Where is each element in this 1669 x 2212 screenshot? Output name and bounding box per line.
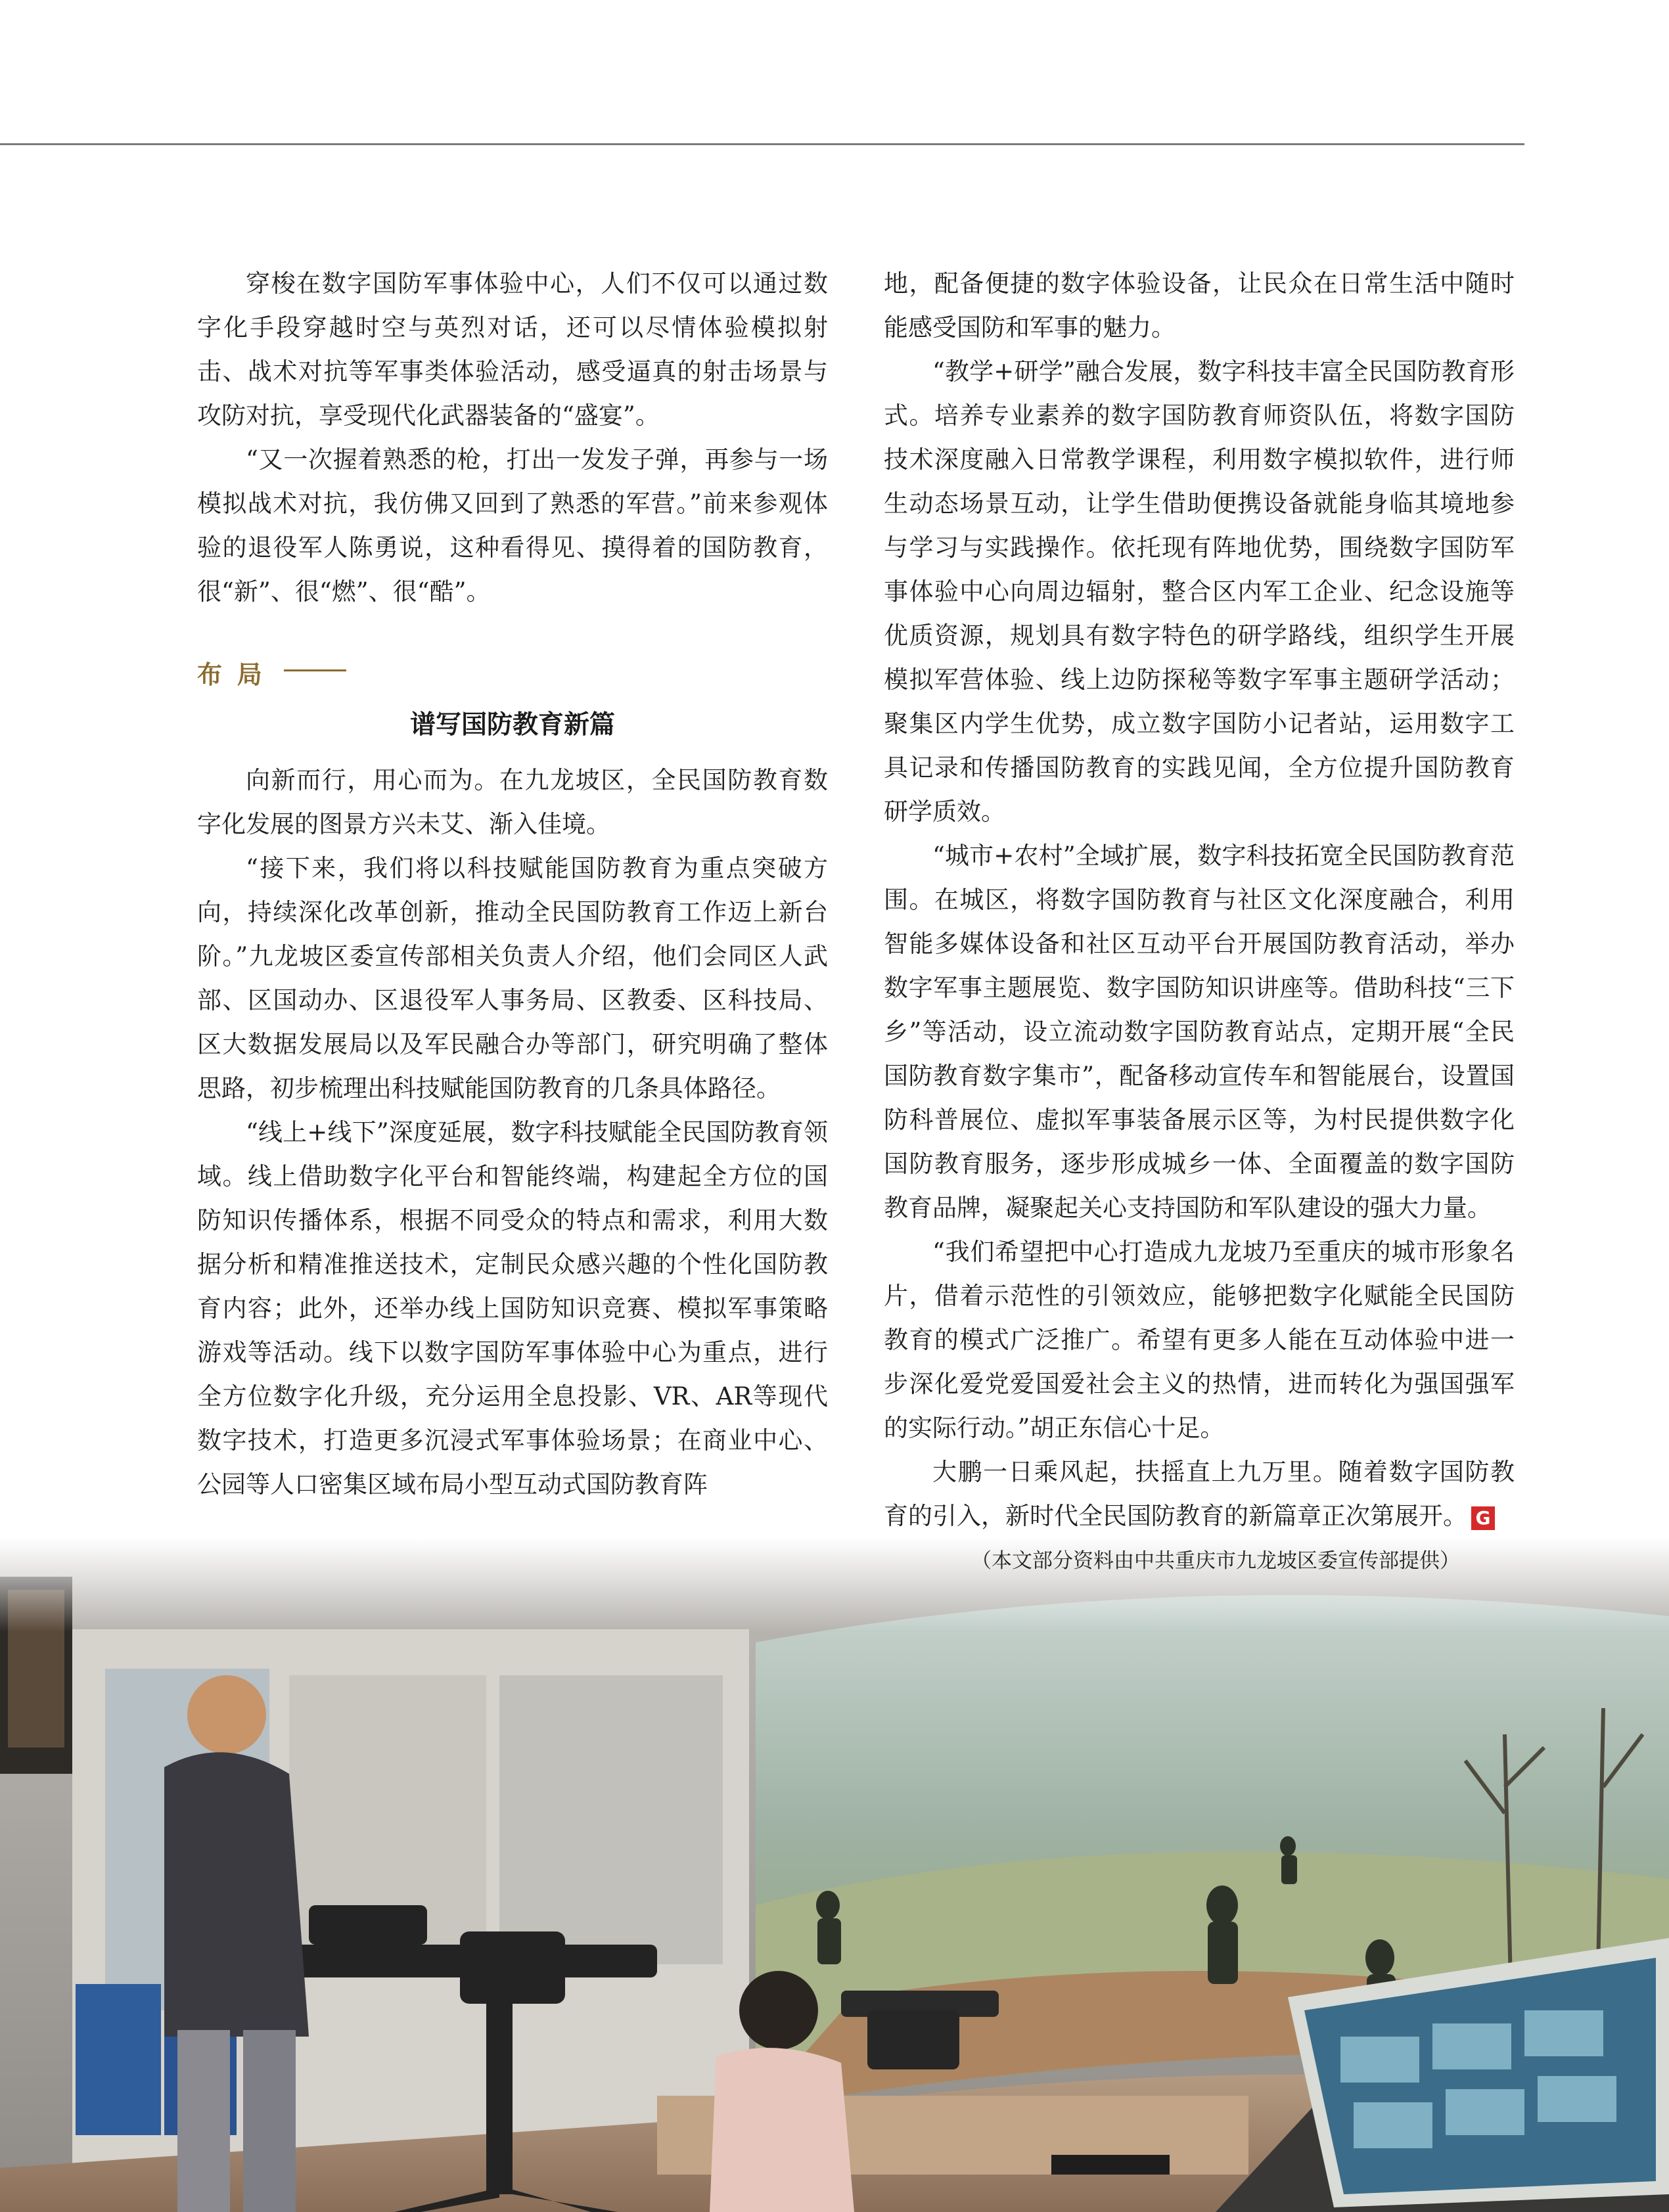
top-rule	[0, 143, 1524, 145]
body-paragraph: “我们希望把中心打造成九龙坡乃至重庆的城市形象名片，借着示范性的引领效应，能够把数字化赋能全民国防教育的模式广泛推广。希望有更多人能在互动体验中进一步深化爱党爱国爱社会主义的热情，进而转化为强国强军的实际行动。”胡正东信心十足。	[884, 1238, 1515, 1442]
body-paragraph: 穿梭在数字国防军事体验中心，人们不仅可以通过数字化手段穿越时空与英烈对话，还可以尽情体验模拟射击、战术对抗等军事类体验活动，感受逼真的射击场景与攻防对抗，享受现代化武器装备的“盛宴”。	[197, 269, 828, 430]
section-heading	[197, 653, 828, 745]
body-paragraph: “教学+研学”融合发展，数字科技丰富全民国防教育形式。培养专业素养的数字国防教育师资队伍，将数字国防技术深度融入日常教学课程，利用数字模拟软件，进行师生动态场景互动，让学生借助便携设备就能身临其境地参与学习与实践操作。依托现有阵地优势，围绕数字国防军事体验中心向周边辐射，整合区内军工企业、纪念设施等优质资源，规划具有数字特色的研学路线，组织学生开展模拟军营体验、线上边防探秘等数字军事主题研学活动；聚集区内学生优势，成立数字国防小记者站，运用数字工具记录和传播国防教育的实践见闻，全方位提升国防教育研学质效。	[884, 357, 1515, 826]
body-paragraph: “城市+农村”全域扩展，数字科技拓宽全民国防教育范围。在城区，将数字国防教育与社区文化深度融合，利用智能多媒体设备和社区互动平台开展国防教育活动，举办数字军事主题展览、数字国防知识讲座等。借助科技“三下乡”等活动，设立流动数字国防教育站点，定期开展“全民国防教育数字集市”，配备移动宣传车和智能展台，设置国防科普展位、虚拟军事装备展示区等，为村民提供数字化国防教育服务，逐步形成城乡一体、全面覆盖的数字国防教育品牌，凝聚起关心支持国防和军队建设的强大力量。	[884, 842, 1515, 1222]
photo-credit: （本文部分资料由中共重庆市九龙坡区委宣传部提供）	[971, 1549, 1460, 1573]
section-label: 布局	[197, 660, 277, 689]
body-paragraph: “又一次握着熟悉的枪，打出一发发子弹，再参与一场模拟战术对抗，我仿佛又回到了熟悉的军营。”前来参观体验的退役军人陈勇说，这种看得见、摸得着的国防教育，很“新”、很“燃”、很“酷”。	[197, 445, 828, 606]
final-paragraph-text: 大鹏一日乘风起，扶摇直上九万里。随着数字国防教育的引入，新时代全民国防教育的新篇章正次第展开。	[884, 1458, 1515, 1530]
body-paragraph-continuation: 地，配备便捷的数字体验设备，让民众在日常生活中随时能感受国防和军事的魅力。	[884, 269, 1515, 342]
section-dash	[284, 669, 346, 671]
body-paragraph: “线上+线下”深度延展，数字科技赋能全民国防教育领域。线上借助数字化平台和智能终端，构建起全方位的国防知识传播体系，根据不同受众的特点和需求，利用大数据分析和精准推送技术，定制民众感兴趣的个性化国防教育内容；此外，还举办线上国防知识竞赛、模拟军事策略游戏等活动。线下以数字国防军事体验中心为重点，进行全方位数字化升级，充分运用全息投影、VR、AR等现代数字技术，打造更多沉浸式军事体验场景；在商业中心、公园等人口密集区域布局小型互动式国防教育阵	[197, 1118, 828, 1499]
body-paragraph: “接下来，我们将以科技赋能国防教育为重点突破方向，持续深化改革创新，推动全民国防教育工作迈上新台阶。”九龙坡区委宣传部相关负责人介绍，他们会同区人武部、区国动办、区退役军人事务局、区教委、区科技局、区大数据发展局以及军民融合办等部门，研究明确了整体思路，初步梳理出科技赋能国防教育的几条具体路径。	[197, 854, 828, 1102]
final-paragraph	[884, 1450, 1515, 1538]
section-title: 谱写国防教育新篇	[409, 710, 615, 740]
left-column	[197, 261, 828, 1506]
right-column	[884, 261, 1515, 1538]
photo-illustration	[0, 1537, 1669, 2212]
body-paragraph: 向新而行，用心而为。在九龙坡区，全民国防教育数字化发展的图景方兴未艾、渐入佳境。	[197, 766, 828, 838]
exhibition-photo	[0, 1537, 1669, 2212]
end-mark-icon: G	[1471, 1506, 1495, 1530]
